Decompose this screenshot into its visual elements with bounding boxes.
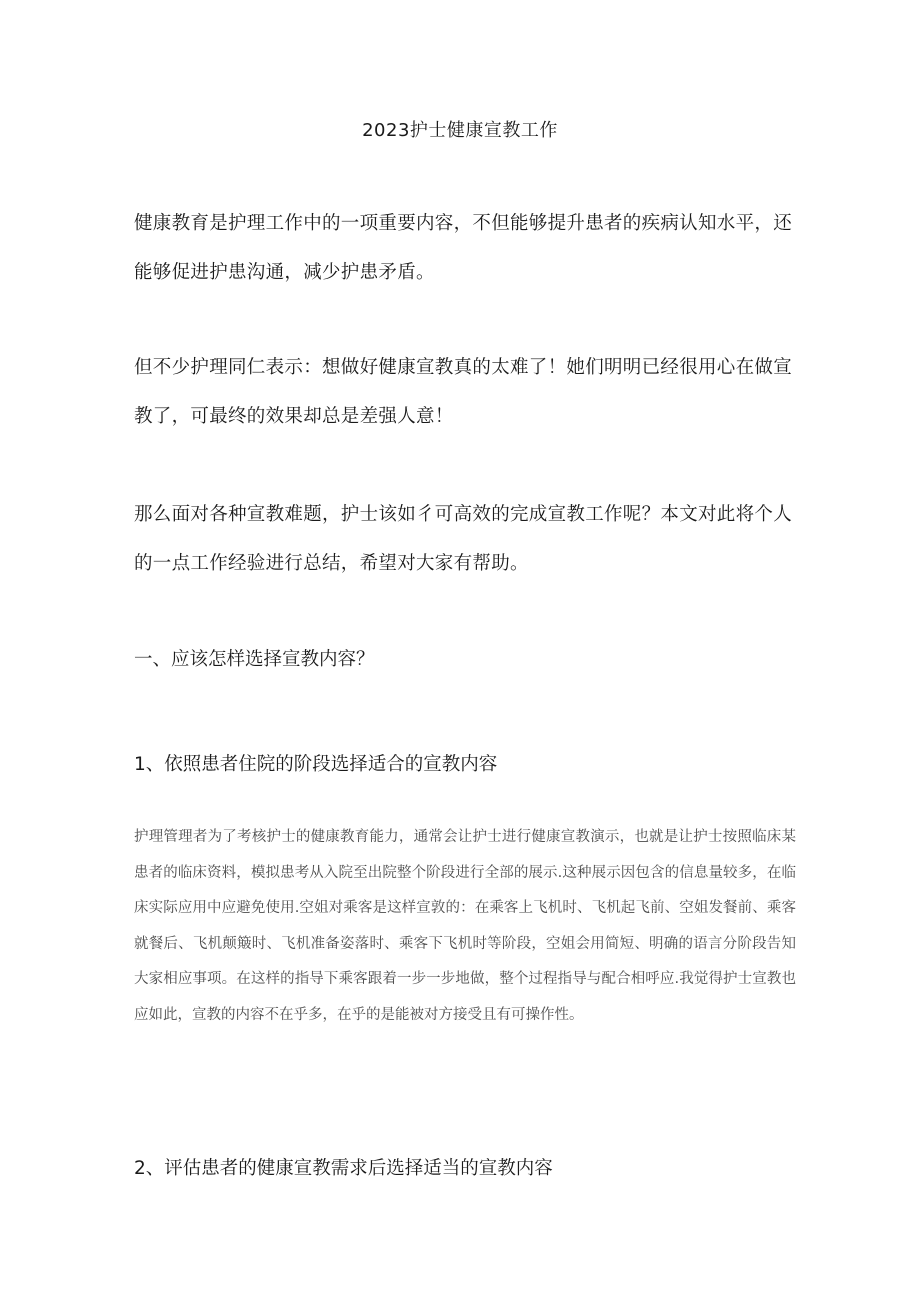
section-1-heading: 一、应该怎样选择宣教内容？	[134, 649, 375, 670]
intro-paragraph-3: 那么面对各种宣教难题，护士该如彳可高效的完成宣教工作呢？本文对此将个人的一点工作经验进行总结，希望对大家有帮助。	[134, 504, 793, 574]
document-title: 2023护士健康宣教工作	[362, 120, 558, 141]
subsection-2-heading: 2、评估患者的健康宣教需求后选择适当的宣教内容	[134, 1158, 553, 1179]
subsection-1-heading: 1、依照患者住院的阶段选择适合的宣教内容	[134, 754, 498, 775]
subsection-1-body: 护理管理者为了考核护士的健康教育能力，通常会让护士进行健康宣教演示，也就是让护士按照临床某患者的临床资料，模拟患考从入院至出院整个阶段进行全部的展示.这种展示因包含的信息量较多，在临床实际应用中应避免使用.空姐对乘客是这样宣敦的：在乘客上飞机时、飞机起飞前、空姐发餐前、乘客就餐后、飞机颠簸时、飞机准备姿落时、乘客下飞机时等阶段，空姐会用简短、明确的语言分阶段告知大家相应事项。在这样的指导下乘客跟着一步一步地做，整个过程指导与配合相呼应.我觉得护士宣教也应如此，宣教的内容不在乎多，在乎的是能被对方接受且有可操作性。	[134, 829, 796, 1023]
intro-paragraph-2: 但不少护理同仁表示：想做好健康宣教真的太难了！她们明明已经很用心在做宣教了，可最终的效果却总是差强人意！	[134, 357, 793, 427]
intro-paragraph-1: 健康教育是护理工作中的一项重要内容，不但能够提升患者的疾病认知水平，还能够促进护患沟通，减少护患矛盾。	[134, 213, 793, 283]
